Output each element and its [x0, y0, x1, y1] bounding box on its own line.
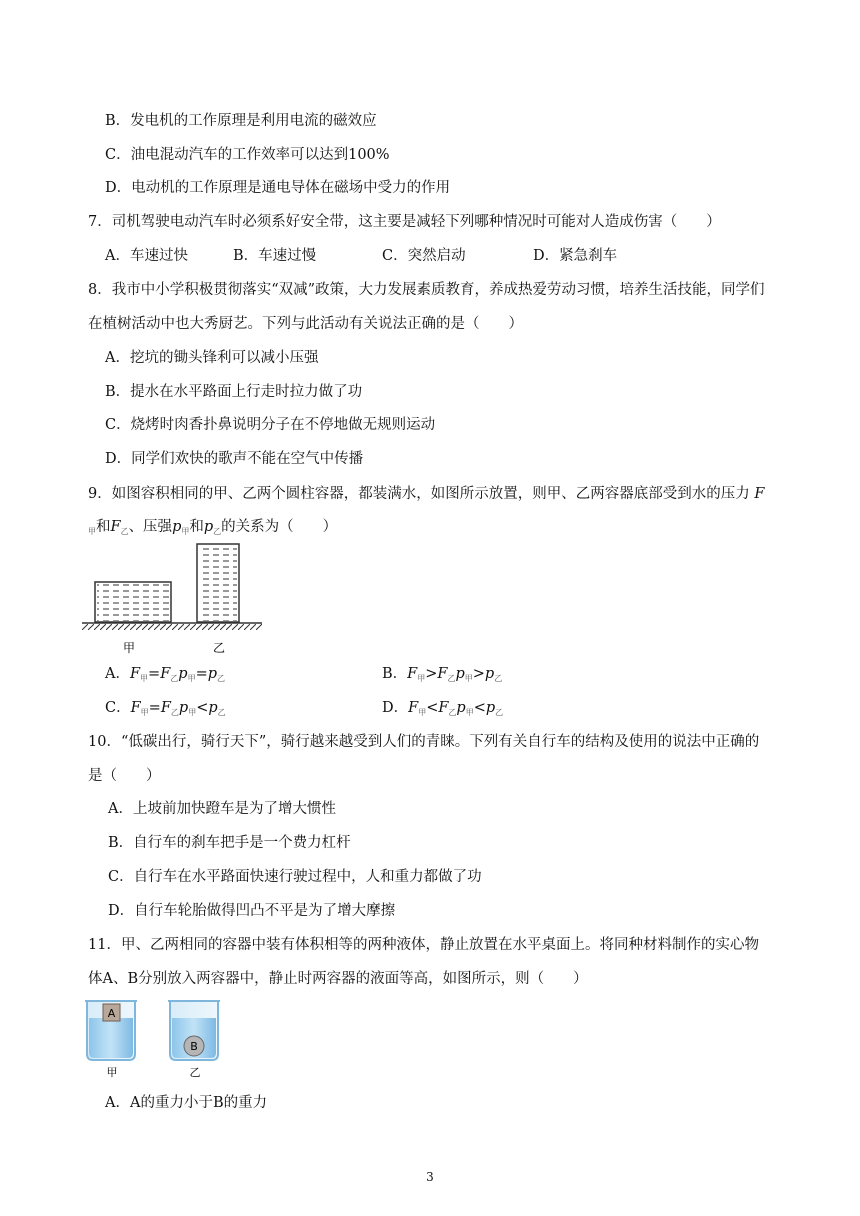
q9-c-letter: C．	[105, 700, 131, 716]
q9-c-sub4: 乙	[217, 708, 226, 717]
q9-c-op1: =	[148, 700, 161, 716]
q9-and2: 和	[189, 519, 204, 535]
q6-option-d: D．电动机的工作原理是通电导体在磁场中受力的作用	[105, 180, 451, 196]
q9-c-F1: F	[130, 700, 141, 716]
q9-b-p1: p	[455, 666, 465, 682]
q9-a-op2: =	[195, 666, 208, 682]
q7-stem: 7．司机驾驶电动汽车时必须系好安全带，这主要是减轻下列哪种情况时可能对人造成伤害（ ）	[88, 214, 721, 230]
q9-d-sub4: 乙	[495, 708, 504, 717]
fig9-label-yi: 乙	[212, 641, 226, 655]
q9-d-letter: D．	[382, 700, 409, 716]
q9-c-sub2: 乙	[170, 708, 179, 717]
q9-sub-yi2: 乙	[213, 527, 222, 536]
q11-stem-line2: 体A、B分别放入两容器中，静止时两容器的液面等高，如图所示，则（ ）	[88, 971, 588, 987]
q6-option-b: B．发电机的工作原理是利用电流的磁效应	[105, 113, 377, 129]
q8-option-a: A．挖坑的锄头锋利可以减小压强	[105, 350, 319, 366]
q10-option-b: B．自行车的刹车把手是一个费力杠杆	[108, 835, 351, 851]
q9-pause: 、压强	[128, 519, 173, 535]
block-A-label: A	[107, 1007, 116, 1020]
q9-d-sub2: 乙	[448, 708, 457, 717]
q9-sub-yi: 乙	[120, 527, 129, 536]
q8-option-d: D．同学们欢快的歌声不能在空气中传播	[105, 451, 364, 467]
q8-option-c: C．烧烤时肉香扑鼻说明分子在不停地做无规则运动	[105, 417, 436, 433]
q9-b-letter: B．	[382, 666, 408, 682]
q9-b-F2: F	[437, 666, 448, 682]
q9-a-F2: F	[160, 666, 171, 682]
q9-c-p1: p	[178, 700, 189, 716]
q9-option-a	[105, 664, 225, 689]
q9-a-letter: A．	[105, 666, 130, 682]
q7-option-b: B．车速过慢	[233, 248, 317, 264]
q10-option-d: D．自行车轮胎做得凹凸不平是为了增大摩擦	[108, 903, 396, 919]
q9-b-op2: >	[472, 666, 485, 682]
q7-option-d: D．紧急刹车	[533, 248, 618, 264]
q9-b-p2: p	[484, 666, 495, 682]
q9-tail: 的关系为（ ）	[221, 519, 338, 535]
q9-a-p2: p	[207, 666, 218, 682]
q9-a-sub3: 甲	[187, 674, 196, 683]
q9-a-sub4: 乙	[217, 674, 226, 683]
q9-c-op2: <	[196, 700, 209, 716]
container-jia	[95, 582, 171, 622]
q10-stem-line2: 是（ ）	[88, 768, 161, 784]
q9-d-op1: <	[426, 700, 439, 716]
q6-option-c: C．油电混动汽车的工作效率可以达到100%	[105, 147, 390, 163]
q10-option-a: A．上坡前加快蹬车是为了增大惯性	[108, 801, 336, 817]
q9-a-p1: p	[178, 666, 188, 682]
fig9-label-jia: 甲	[122, 641, 136, 655]
fig11-label-yi: 乙	[189, 1066, 201, 1079]
beaker-yi	[168, 1001, 220, 1060]
ground-hatch	[82, 624, 262, 630]
q9-c-sub1: 甲	[140, 708, 149, 717]
q9-d-p2: p	[485, 700, 496, 716]
q9-stem-line1	[88, 484, 764, 504]
q7-option-a: A．车速过快	[105, 248, 188, 264]
q9-figure	[82, 540, 267, 660]
q9-stem-text: 9．如图容积相同的甲、乙两个圆柱容器，都装满水，如图所示放置，则甲、乙两容器底部受到水的压力	[88, 486, 750, 502]
q9-c-p2: p	[208, 700, 218, 716]
q9-sub-jia: 甲	[88, 527, 96, 536]
q9-option-c	[105, 698, 226, 723]
ball-B-label: B	[190, 1040, 198, 1053]
q9-a-op1: =	[148, 666, 161, 682]
q9-d-F2: F	[438, 700, 449, 716]
q9-d-op2: <	[473, 700, 486, 716]
q9-a-F1: F	[129, 666, 141, 682]
q10-option-c: C．自行车在水平路面快速行驶过程中，人和重力都做了功	[108, 869, 482, 885]
q9-c-F2: F	[160, 700, 171, 716]
q9-b-sub3: 甲	[464, 674, 473, 683]
q11-stem-line1: 11．甲、乙两相同的容器中装有体积相等的两种液体，静止放置在水平桌面上。将同种材料制作的实心物	[88, 937, 759, 953]
q9-symbol-F: F	[754, 486, 765, 502]
q9-b-op1: >	[425, 666, 438, 682]
q11-option-a: A．A的重力小于B的重力	[105, 1095, 268, 1111]
q9-sub-jia2: 甲	[181, 527, 190, 536]
q9-a-sub1: 甲	[140, 674, 149, 683]
q11-figure	[84, 998, 234, 1080]
q8-option-b: B．提水在水平路面上行走时拉力做了功	[105, 384, 363, 400]
q9-option-d	[382, 698, 503, 723]
q9-c-sub3: 甲	[188, 708, 197, 717]
q9-symbol-p: p	[172, 519, 182, 535]
q9-a-sub2: 乙	[170, 674, 179, 683]
q9-b-sub2: 乙	[447, 674, 456, 683]
q9-option-b	[382, 664, 502, 689]
container-yi	[197, 544, 239, 622]
q9-symbol-p2: p	[203, 519, 214, 535]
q9-b-F1: F	[407, 666, 418, 682]
q9-d-sub1: 甲	[418, 708, 427, 717]
q9-d-p1: p	[456, 700, 466, 716]
beaker-jia	[85, 1001, 137, 1060]
q8-stem-line2: 在植树活动中也大秀厨艺。下列与此活动有关说法正确的是（ ）	[88, 316, 523, 332]
q9-stem-line2	[88, 517, 337, 542]
q9-symbol-F2: F	[110, 519, 121, 535]
q8-stem-line1: 8．我市中小学积极贯彻落实“双减”政策，大力发展素质教育，养成热爱劳动习惯，培养生活技能，同学们	[88, 282, 765, 298]
q9-d-F1: F	[408, 700, 419, 716]
q9-b-sub1: 甲	[417, 674, 426, 683]
q9-d-sub3: 甲	[465, 708, 474, 717]
q7-options	[105, 246, 705, 266]
q10-stem-line1: 10．“低碳出行，骑行天下”，骑行越来越受到人们的青睐。下列有关自行车的结构及使用的说法中正确的	[88, 734, 760, 750]
q9-b-sub4: 乙	[494, 674, 503, 683]
fig11-label-jia: 甲	[106, 1066, 118, 1079]
page-number: 3	[426, 1170, 434, 1184]
q7-option-c: C．突然启动	[382, 248, 466, 264]
q9-and: 和	[96, 519, 111, 535]
